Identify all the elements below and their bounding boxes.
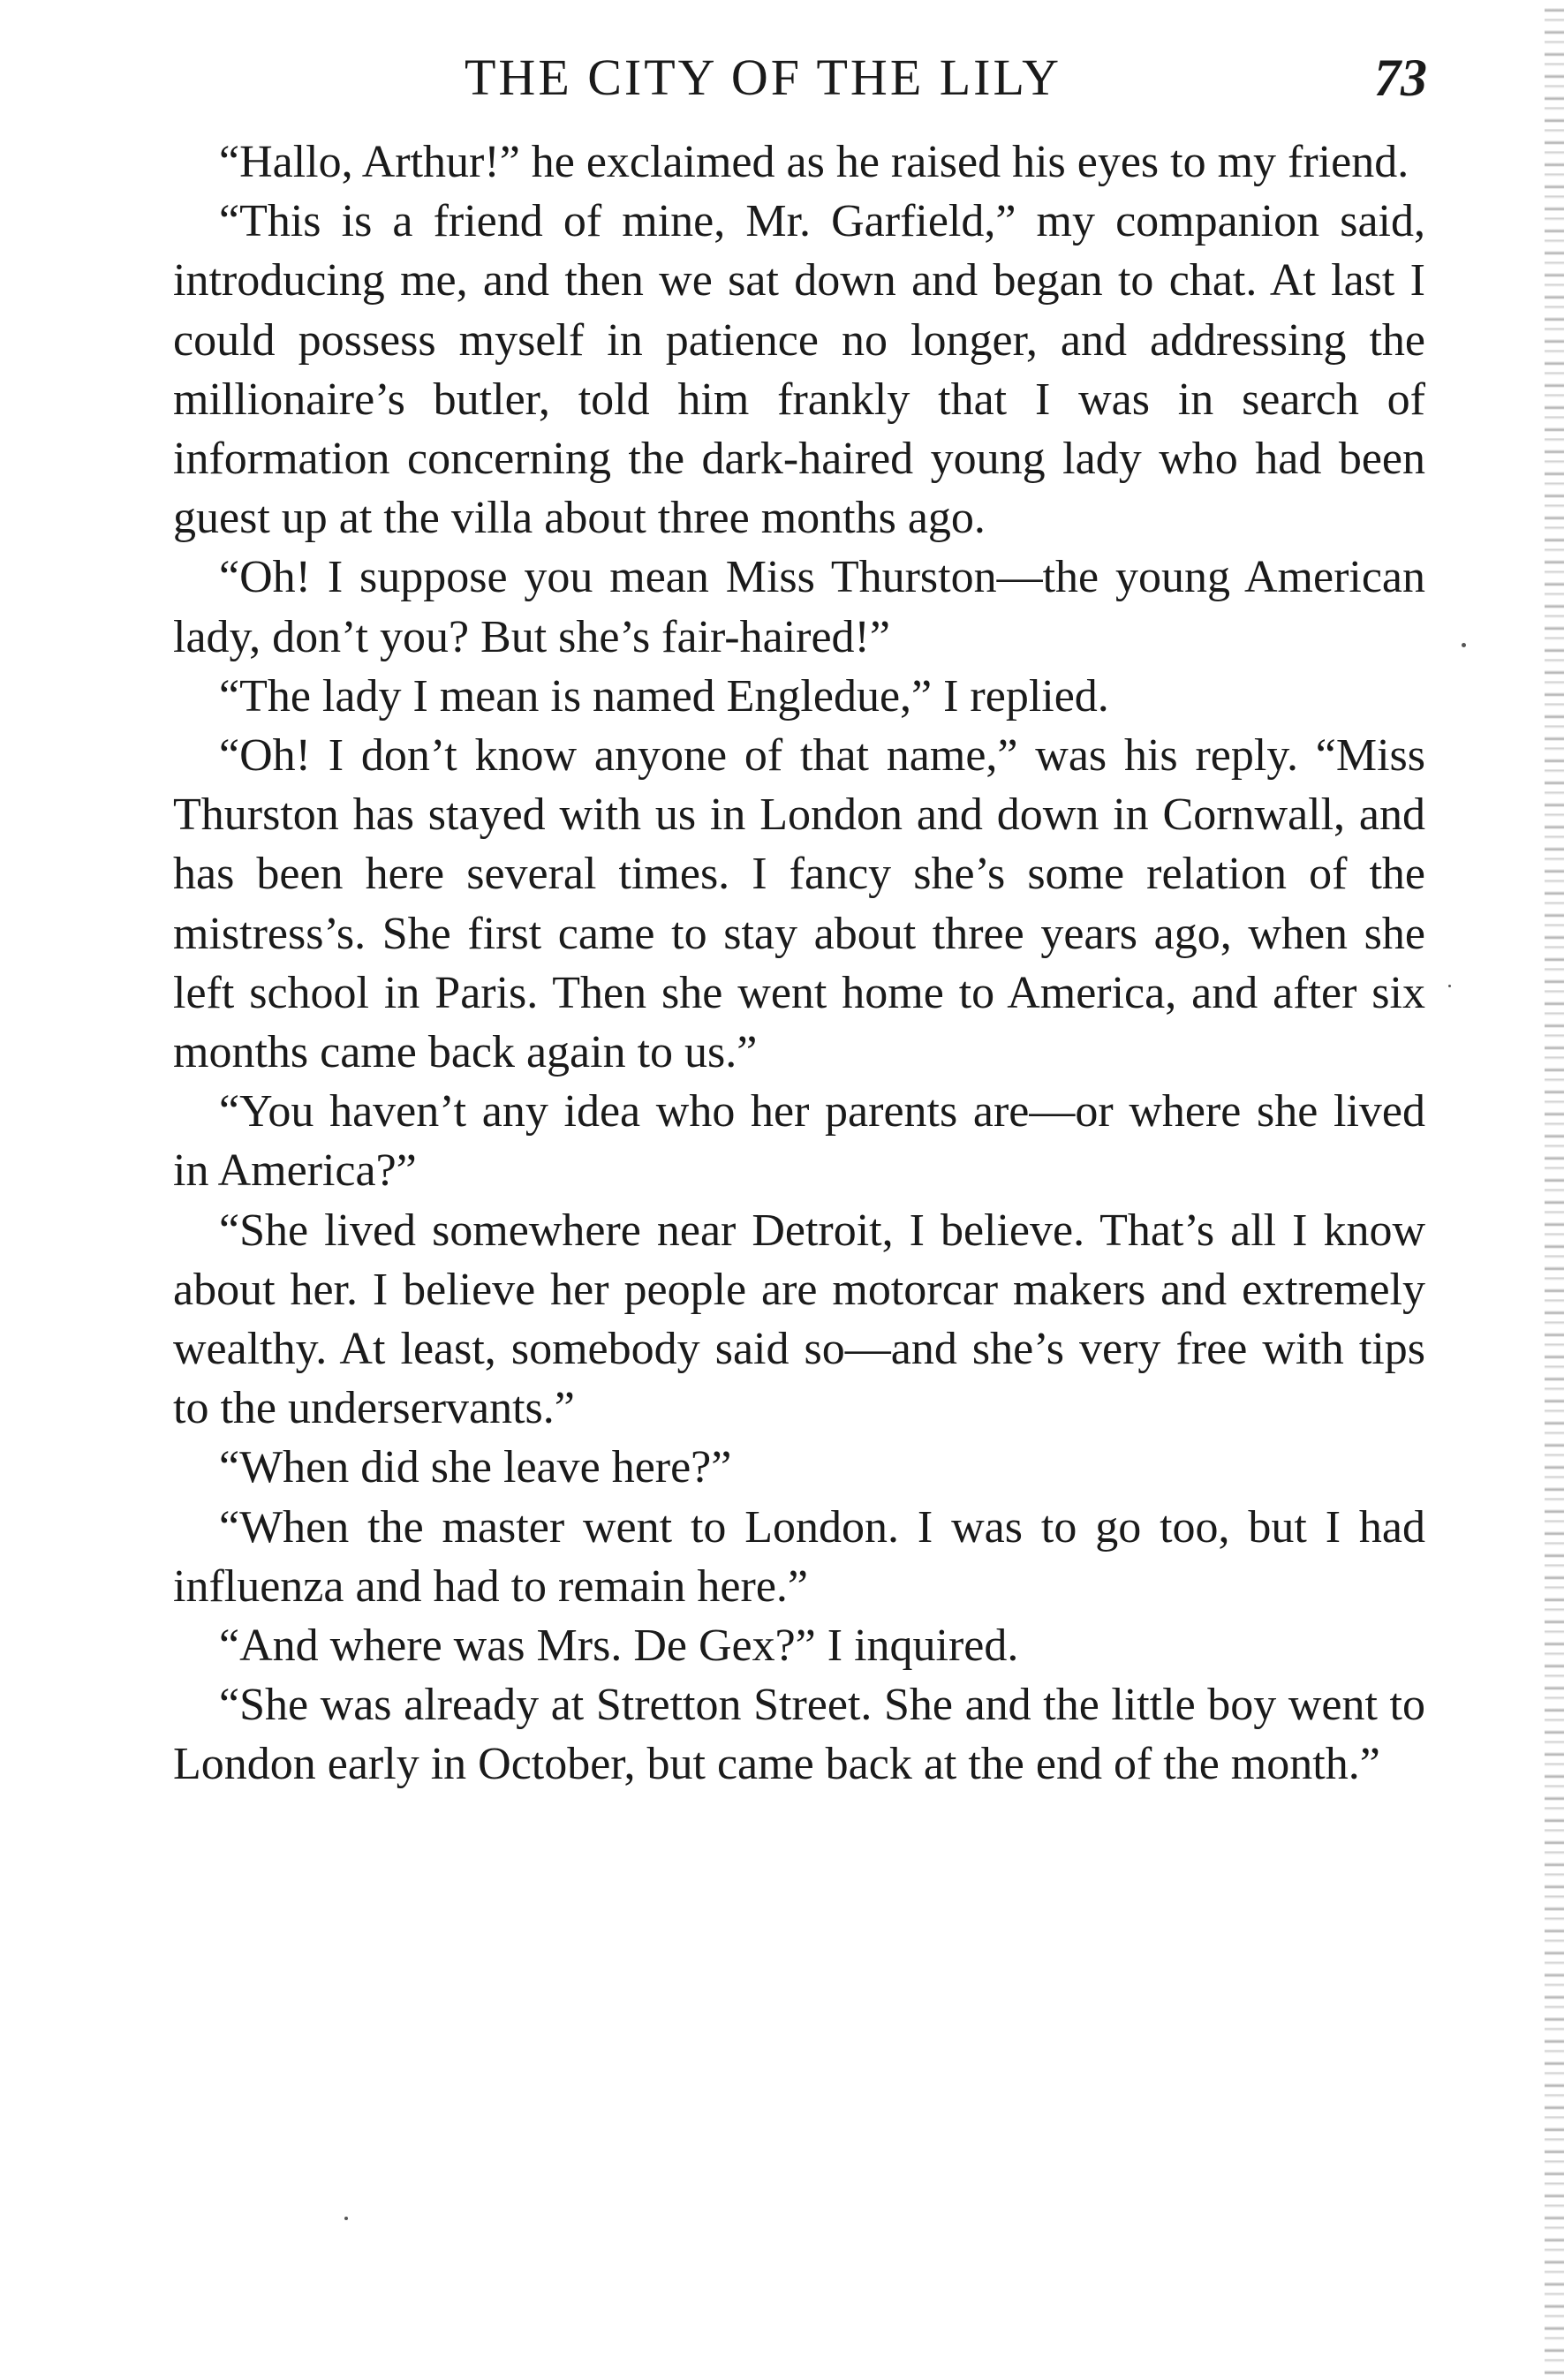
- print-speck: [1448, 985, 1451, 987]
- body-text: [173, 132, 1425, 1794]
- paragraph: “You haven’t any idea who her parents are—or where she lived in America?”: [173, 1086, 1425, 1197]
- page-header: [173, 42, 1427, 113]
- paragraph: “When the master went to London. I was to go too, but I had influenza and had to remain here.”: [173, 1501, 1425, 1612]
- paragraph: “Oh! I suppose you mean Miss Thurston—the young American lady, don’t you? But she’s fair-haired!”: [173, 552, 1425, 662]
- paragraph: “When did she leave here?”: [219, 1442, 732, 1493]
- page-number: 73: [1374, 49, 1427, 107]
- print-speck: [1462, 643, 1466, 647]
- paragraph: “And where was Mrs. De Gex?” I inquired.: [219, 1621, 1019, 1672]
- paragraph: “This is a friend of mine, Mr. Garfield,” my companion said, introducing me, and then we sat down and began to chat. At last I could possess myself in patience no longer, and addressing the millionaire’s butler, told him frankly that I was in search of information concerning the dark-haired young lady who had been guest up at the villa about three months ago.: [173, 196, 1425, 544]
- binding-gutter-edge: [1545, 0, 1564, 2380]
- paragraph: “Hallo, Arthur!” he exclaimed as he raised his eyes to my friend.: [219, 137, 1409, 187]
- paragraph: “She lived somewhere near Detroit, I believe. That’s all I know about her. I believe her people are motorcar makers and extremely wealthy. At least, somebody said so—and she’s very free with tips to the underservants.”: [173, 1205, 1425, 1434]
- print-speck: [344, 2217, 348, 2220]
- paragraph: “Oh! I don’t know anyone of that name,” was his reply. “Miss Thurston has stayed with us in London and down in Cornwall, and has been here several times. I fancy she’s some relation of the mistress’s. She first came to stay about three years ago, when she left school in Paris. Then she went home to America, and after six months came back again to us.”: [173, 730, 1425, 1078]
- paragraph: “She was already at Stretton Street. She and the little boy went to London early in October, but came back at the end of the month.”: [173, 1680, 1425, 1790]
- running-title: THE CITY OF THE LILY: [465, 49, 1062, 106]
- paragraph: “The lady I mean is named Engledue,” I replied.: [219, 670, 1109, 722]
